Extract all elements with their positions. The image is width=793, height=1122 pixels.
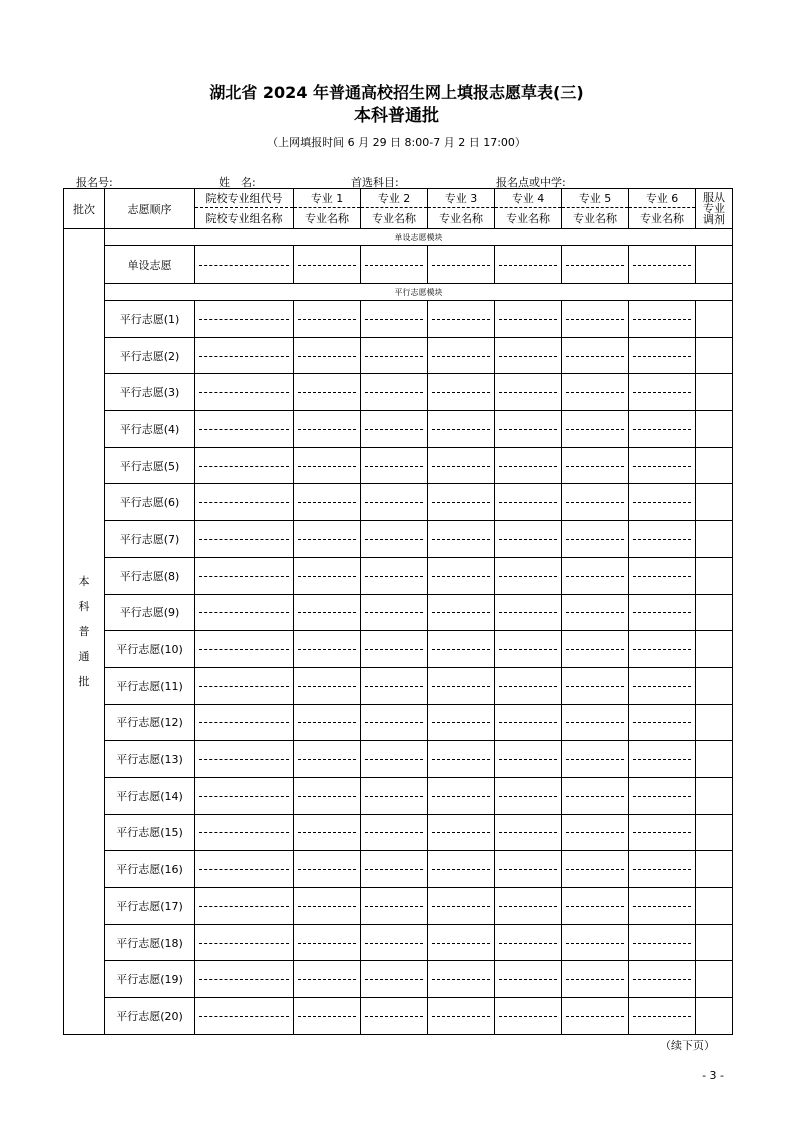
major-cell[interactable] [629,411,696,448]
group-cell[interactable] [195,521,294,558]
major-cell[interactable] [629,447,696,484]
major-cell[interactable] [361,484,428,521]
major-cell[interactable] [629,741,696,778]
major-cell[interactable] [294,447,361,484]
volunteer-form-table [63,188,733,1035]
group-cell[interactable] [195,814,294,851]
major-cell[interactable] [361,374,428,411]
parallel-row-label: 平行志愿(1) [105,301,195,338]
major-cell[interactable] [495,301,562,338]
group-cell[interactable] [195,337,294,374]
adjust-cell[interactable] [696,484,733,521]
parallel-row-label: 平行志愿(11) [105,667,195,704]
parallel-row-label: 平行志愿(4) [105,411,195,448]
major-cell[interactable] [562,777,629,814]
group-cell[interactable] [195,447,294,484]
major-cell[interactable] [562,484,629,521]
adjust-cell[interactable] [696,667,733,704]
major-cell[interactable] [294,704,361,741]
parallel-row-label: 平行志愿(12) [105,704,195,741]
major-cell[interactable] [428,851,495,888]
adjust-cell[interactable] [696,631,733,668]
major-cell[interactable] [629,246,696,284]
adjust-cell[interactable] [696,374,733,411]
parallel-row-label: 平行志愿(5) [105,447,195,484]
form-title: 湖北省 2024 年普通高校招生网上填报志愿草表(三) [209,83,584,102]
major-cell[interactable] [629,777,696,814]
major-cell[interactable] [562,557,629,594]
major-cell[interactable] [361,851,428,888]
major-cell[interactable] [294,888,361,925]
major-cell[interactable] [428,301,495,338]
major-cell[interactable] [629,484,696,521]
adjust-cell[interactable] [696,998,733,1035]
major-cell[interactable] [428,374,495,411]
major-cell[interactable] [629,961,696,998]
group-cell[interactable] [195,704,294,741]
major-header-2: 专业 2 [361,189,428,208]
major-cell[interactable] [495,888,562,925]
single-row-label: 单设志愿 [105,246,195,284]
major-cell[interactable] [495,777,562,814]
major-cell[interactable] [294,667,361,704]
batch-header: 批次 [64,189,105,229]
major-cell[interactable] [562,246,629,284]
major-cell[interactable] [428,741,495,778]
adjust-cell[interactable] [696,521,733,558]
major-cell[interactable] [428,924,495,961]
table-row [64,374,733,411]
parallel-row-label: 平行志愿(18) [105,924,195,961]
group-cell[interactable] [195,888,294,925]
major-cell[interactable] [495,484,562,521]
major-cell[interactable] [428,337,495,374]
major-cell[interactable] [629,594,696,631]
table-row [64,961,733,998]
parallel-row-label: 平行志愿(15) [105,814,195,851]
table-row [64,594,733,631]
major-cell[interactable] [361,447,428,484]
adjust-cell[interactable] [696,814,733,851]
major-header-1: 专业 1 [294,189,361,208]
major-cell[interactable] [294,631,361,668]
major-cell[interactable] [562,998,629,1035]
major-cell[interactable] [562,631,629,668]
major-cell[interactable] [361,557,428,594]
major-cell[interactable] [629,814,696,851]
major-cell[interactable] [294,521,361,558]
major-cell[interactable] [562,814,629,851]
major-cell[interactable] [361,704,428,741]
major-header-5: 专业 5 [562,189,629,208]
major-cell[interactable] [294,594,361,631]
group-cell[interactable] [195,961,294,998]
parallel-row-label: 平行志愿(6) [105,484,195,521]
major-cell[interactable] [294,484,361,521]
major-cell[interactable] [495,851,562,888]
table-row [64,521,733,558]
table-row [64,667,733,704]
adjust-cell[interactable] [696,246,733,284]
major-cell[interactable] [629,924,696,961]
major-cell[interactable] [629,667,696,704]
major-cell[interactable] [562,374,629,411]
major-cell[interactable] [495,814,562,851]
major-cell[interactable] [294,924,361,961]
table-row [64,337,733,374]
major-cell[interactable] [495,631,562,668]
table-row [64,998,733,1035]
major-cell[interactable] [562,337,629,374]
major-cell[interactable] [428,246,495,284]
school-field[interactable]: 报名点或中学: [496,176,566,189]
major-cell[interactable] [361,741,428,778]
major-cell[interactable] [361,301,428,338]
major-cell[interactable] [629,998,696,1035]
major-cell[interactable] [294,814,361,851]
major-cell[interactable] [629,704,696,741]
first-subject-field[interactable]: 首选科目: [351,176,399,189]
major-cell[interactable] [294,961,361,998]
major-cell[interactable] [629,521,696,558]
group-code-header: 院校专业组代号 [195,189,294,208]
group-cell[interactable] [195,301,294,338]
parallel-row-label: 平行志愿(7) [105,521,195,558]
major-cell[interactable] [361,888,428,925]
parallel-row-label: 平行志愿(14) [105,777,195,814]
major-cell[interactable] [428,704,495,741]
adjust-cell[interactable] [696,704,733,741]
major-cell[interactable] [428,667,495,704]
major-cell[interactable] [428,447,495,484]
major-cell[interactable] [562,704,629,741]
continued-note: （续下页） [660,1039,715,1052]
major-cell[interactable] [361,631,428,668]
major-cell[interactable] [629,631,696,668]
major-cell[interactable] [294,337,361,374]
adjust-cell[interactable] [696,888,733,925]
major-header-6: 专业 6 [629,189,696,208]
major-cell[interactable] [562,924,629,961]
adjust-cell[interactable] [696,301,733,338]
major-name-header: 专业名称 [629,208,696,229]
group-cell[interactable] [195,484,294,521]
major-cell[interactable] [294,851,361,888]
name-field[interactable]: 姓 名: [219,176,256,189]
group-cell[interactable] [195,631,294,668]
parallel-row-label: 平行志愿(16) [105,851,195,888]
group-cell[interactable] [195,374,294,411]
major-cell[interactable] [294,557,361,594]
adjust-cell[interactable] [696,741,733,778]
table-row [64,484,733,521]
page-number: - 3 - [702,1069,724,1082]
major-cell[interactable] [629,888,696,925]
major-name-header: 专业名称 [428,208,495,229]
major-cell[interactable] [495,337,562,374]
adjust-cell[interactable] [696,961,733,998]
major-cell[interactable] [495,667,562,704]
major-cell[interactable] [495,411,562,448]
major-cell[interactable] [428,777,495,814]
group-name-header: 院校专业组名称 [195,208,294,229]
table-row [64,814,733,851]
major-cell[interactable] [294,411,361,448]
adjust-header: 服从专业调剂 [696,189,733,229]
exam-no-field[interactable]: 报名号: [76,176,113,189]
form-heading: 本科普通批 [354,106,439,126]
parallel-row-label: 平行志愿(19) [105,961,195,998]
table-row [64,411,733,448]
adjust-cell[interactable] [696,924,733,961]
major-cell[interactable] [428,888,495,925]
major-cell[interactable] [495,521,562,558]
table-row [64,777,733,814]
group-cell[interactable] [195,998,294,1035]
parallel-row-label: 平行志愿(10) [105,631,195,668]
major-cell[interactable] [294,777,361,814]
major-cell[interactable] [428,594,495,631]
major-cell[interactable] [562,888,629,925]
major-cell[interactable] [495,557,562,594]
table-row [64,631,733,668]
major-cell[interactable] [562,447,629,484]
major-cell[interactable] [495,741,562,778]
major-cell[interactable] [361,998,428,1035]
major-cell[interactable] [428,411,495,448]
major-cell[interactable] [428,814,495,851]
major-cell[interactable] [361,246,428,284]
major-cell[interactable] [495,447,562,484]
single-section-label: 单设志愿模块 [105,229,733,246]
major-cell[interactable] [361,777,428,814]
group-cell[interactable] [195,851,294,888]
adjust-cell[interactable] [696,594,733,631]
adjust-cell[interactable] [696,411,733,448]
major-cell[interactable] [428,484,495,521]
major-cell[interactable] [495,594,562,631]
group-cell[interactable] [195,741,294,778]
parallel-row-label: 平行志愿(9) [105,594,195,631]
parallel-row-label: 平行志愿(13) [105,741,195,778]
major-cell[interactable] [361,667,428,704]
major-cell[interactable] [629,851,696,888]
parallel-row-label: 平行志愿(2) [105,337,195,374]
table-row [64,924,733,961]
major-cell[interactable] [361,411,428,448]
major-cell[interactable] [361,337,428,374]
group-cell[interactable] [195,777,294,814]
adjust-cell[interactable] [696,851,733,888]
major-cell[interactable] [428,631,495,668]
major-cell[interactable] [495,961,562,998]
major-cell[interactable] [629,557,696,594]
parallel-row-label: 平行志愿(20) [105,998,195,1035]
parallel-row-label: 平行志愿(3) [105,374,195,411]
major-cell[interactable] [428,961,495,998]
group-cell[interactable] [195,411,294,448]
table-row [64,851,733,888]
order-header: 志愿顺序 [105,189,195,229]
major-cell[interactable] [495,704,562,741]
major-cell[interactable] [562,961,629,998]
table-row [64,301,733,338]
major-cell[interactable] [361,924,428,961]
major-name-header: 专业名称 [361,208,428,229]
adjust-cell[interactable] [696,777,733,814]
major-cell[interactable] [361,961,428,998]
major-cell[interactable] [629,374,696,411]
major-cell[interactable] [562,521,629,558]
batch-name: 本科普通批 [78,574,90,688]
form-subtitle: （上网填报时间 6 月 29 日 8:00-7 月 2 日 17:00） [267,136,526,149]
major-cell[interactable] [629,337,696,374]
major-cell[interactable] [562,301,629,338]
parallel-row-label: 平行志愿(17) [105,888,195,925]
major-header-3: 专业 3 [428,189,495,208]
table-row [64,741,733,778]
table-row [64,447,733,484]
major-cell[interactable] [495,924,562,961]
major-cell[interactable] [629,301,696,338]
major-cell[interactable] [294,741,361,778]
table-row [64,557,733,594]
major-cell[interactable] [495,246,562,284]
major-name-header: 专业名称 [294,208,361,229]
major-cell[interactable] [361,521,428,558]
adjust-cell[interactable] [696,557,733,594]
group-cell[interactable] [195,246,294,284]
group-cell[interactable] [195,594,294,631]
major-cell[interactable] [361,814,428,851]
major-cell[interactable] [562,741,629,778]
table-row [64,704,733,741]
major-cell[interactable] [294,246,361,284]
group-cell[interactable] [195,924,294,961]
table-row [64,888,733,925]
major-name-header: 专业名称 [495,208,562,229]
major-cell[interactable] [495,374,562,411]
major-cell[interactable] [562,851,629,888]
major-cell[interactable] [428,998,495,1035]
major-cell[interactable] [294,998,361,1035]
group-cell[interactable] [195,557,294,594]
major-cell[interactable] [428,557,495,594]
major-header-4: 专业 4 [495,189,562,208]
parallel-row-label: 平行志愿(8) [105,557,195,594]
adjust-cell[interactable] [696,337,733,374]
table-row [64,246,733,284]
major-cell[interactable] [361,594,428,631]
major-cell[interactable] [294,301,361,338]
major-cell[interactable] [428,521,495,558]
adjust-cell[interactable] [696,447,733,484]
major-cell[interactable] [562,411,629,448]
major-cell[interactable] [562,594,629,631]
major-cell[interactable] [562,667,629,704]
major-name-header: 专业名称 [562,208,629,229]
major-cell[interactable] [294,374,361,411]
major-cell[interactable] [495,998,562,1035]
batch-cell [64,229,105,1035]
group-cell[interactable] [195,667,294,704]
parallel-section-label: 平行志愿模块 [105,284,733,301]
